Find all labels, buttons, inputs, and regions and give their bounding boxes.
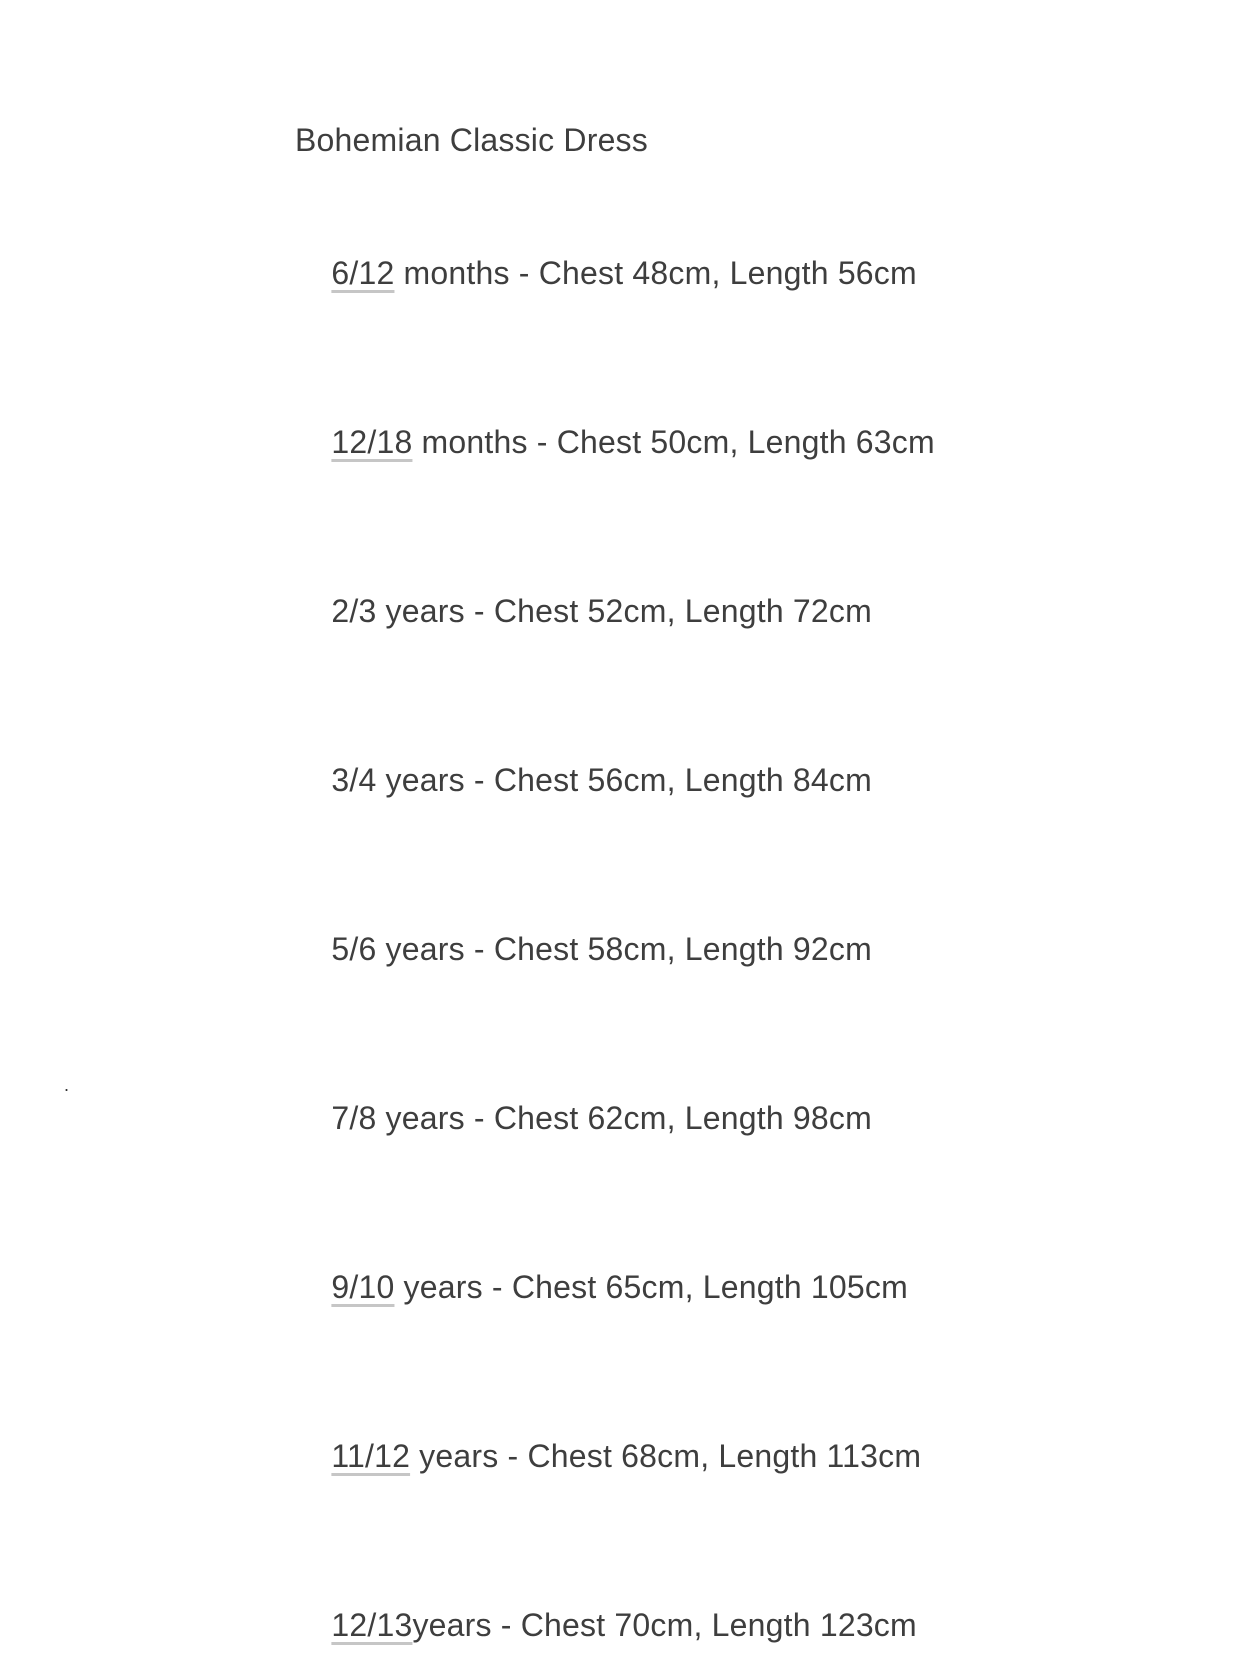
size-row: [295, 1233, 935, 1341]
size-details: years - Chest 70cm, Length 123cm: [412, 1607, 917, 1643]
size-token: 3/4: [331, 762, 377, 798]
size-token[interactable]: 11/12: [331, 1438, 411, 1474]
size-row: [295, 895, 935, 1003]
size-row: [295, 219, 935, 327]
size-token: 2/3: [331, 593, 377, 629]
size-token[interactable]: 6/12: [331, 255, 395, 291]
size-details: years - Chest 62cm, Length 98cm: [376, 1100, 872, 1136]
size-details: months - Chest 50cm, Length 63cm: [412, 424, 935, 460]
size-row: [295, 1571, 935, 1679]
stray-period-mark: .: [64, 1075, 70, 1095]
size-row: [295, 1064, 935, 1172]
size-chart: [295, 122, 935, 1679]
size-details: years - Chest 58cm, Length 92cm: [376, 931, 872, 967]
size-details: years - Chest 68cm, Length 113cm: [410, 1438, 922, 1474]
size-row: [295, 388, 935, 496]
size-details: years - Chest 56cm, Length 84cm: [376, 762, 872, 798]
size-row: [295, 1402, 935, 1510]
size-row: [295, 557, 935, 665]
size-token[interactable]: 9/10: [331, 1269, 395, 1305]
size-token: 7/8: [331, 1100, 377, 1136]
size-details: years - Chest 52cm, Length 72cm: [376, 593, 872, 629]
product-title: Bohemian Classic Dress: [295, 122, 648, 158]
size-row: [295, 726, 935, 834]
size-details: months - Chest 48cm, Length 56cm: [394, 255, 917, 291]
size-token[interactable]: 12/13: [331, 1607, 413, 1643]
size-token[interactable]: 12/18: [331, 424, 413, 460]
size-token: 5/6: [331, 931, 377, 967]
size-details: years - Chest 65cm, Length 105cm: [394, 1269, 908, 1305]
